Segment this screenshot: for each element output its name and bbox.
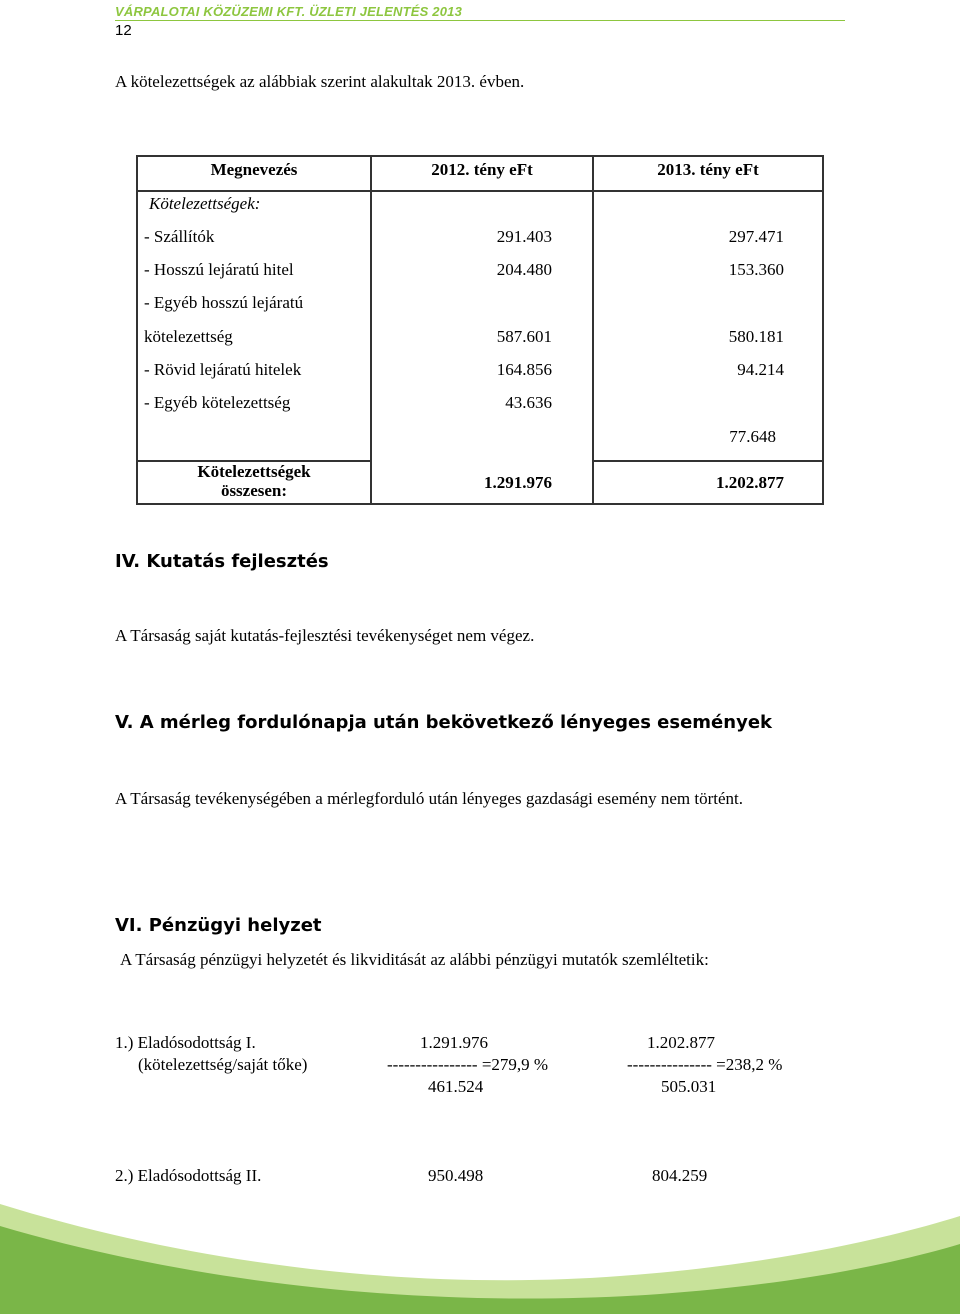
section-vi-title: VI. Pénzügyi helyzet	[115, 915, 322, 936]
total-2013: 1.202.877	[716, 473, 784, 492]
table-row-2012: 587.601	[496, 327, 552, 346]
table-row-label: - Egyéb hosszú lejáratú	[144, 293, 304, 312]
header-divider	[115, 20, 845, 21]
col-header-2012: 2012. tény eFt	[431, 160, 533, 179]
col-header-name: Megnevezés	[210, 160, 298, 179]
table-row-2012: 204.480	[496, 260, 552, 279]
section-v-title: V. A mérleg fordulónapja után bekövetkező lényeges események	[115, 712, 772, 733]
table-row-2013: 297.471	[728, 227, 784, 246]
table-row-2013: 153.360	[728, 260, 784, 279]
table-row-label: kötelezettség	[144, 327, 233, 346]
header-title: VÁRPALOTAI KÖZÜZEMI KFT. ÜZLETI JELENTÉS 2013	[115, 4, 463, 19]
indicator-1-den-2012: 461.524	[428, 1077, 484, 1096]
footer-wave-decoration	[0, 1196, 960, 1314]
table-total-divider-right	[592, 460, 822, 462]
indicator-2-2012: 950.498	[428, 1166, 484, 1185]
table-row-label: - Hosszú lejáratú hitel	[144, 260, 294, 279]
table-row-2013: 580.181	[728, 327, 784, 346]
table-row-2013: 77.648	[729, 427, 776, 446]
section-iv-text: A Társaság saját kutatás-fejlesztési tevékenységet nem végez.	[115, 626, 535, 645]
indicator-1-den-2013: 505.031	[661, 1077, 717, 1096]
indicator-1-desc: (kötelezettség/saját tőke)	[138, 1055, 308, 1074]
col-header-2013: 2013. tény eFt	[657, 160, 759, 179]
table-row-2012: 164.856	[496, 360, 552, 379]
section-v-text: A Társaság tevékenységében a mérlegforduló után lényeges gazdasági esemény nem történt.	[115, 789, 743, 808]
table-row-2013: 94.214	[737, 360, 784, 379]
table-row-2012: 43.636	[505, 393, 552, 412]
section-iv-title: IV. Kutatás fejlesztés	[115, 551, 329, 572]
total-label-line2: összesen:	[220, 481, 288, 500]
indicator-2-name: 2.) Eladósodottság II.	[115, 1166, 262, 1185]
table-row-label: - Egyéb kötelezettség	[144, 393, 291, 412]
intro-text: A kötelezettségek az alábbiak szerint alakultak 2013. évben.	[115, 72, 525, 91]
indicator-1-frac-2013: --------------- =238,2 %	[627, 1055, 783, 1074]
total-label-line1: Kötelezettségek	[197, 462, 311, 481]
indicator-1-frac-2012: ---------------- =279,9 %	[387, 1055, 549, 1074]
page-number: 12	[115, 22, 132, 39]
section-label: Kötelezettségek:	[149, 194, 261, 213]
liabilities-table	[136, 155, 824, 505]
indicator-2-2013: 804.259	[652, 1166, 708, 1185]
table-row-label: - Szállítók	[144, 227, 215, 246]
table-row-2012: 291.403	[496, 227, 552, 246]
table-row-label: - Rövid lejáratú hitelek	[144, 360, 302, 379]
section-vi-text: A Társaság pénzügyi helyzetét és likviditását az alábbi pénzügyi mutatók szemléltetik:	[120, 950, 709, 969]
indicator-1-num-2013: 1.202.877	[647, 1033, 715, 1052]
table-header-divider	[138, 190, 822, 192]
total-2012: 1.291.976	[484, 473, 552, 492]
indicator-1-name: 1.) Eladósodottság I.	[115, 1033, 256, 1052]
indicator-1-num-2012: 1.291.976	[420, 1033, 488, 1052]
